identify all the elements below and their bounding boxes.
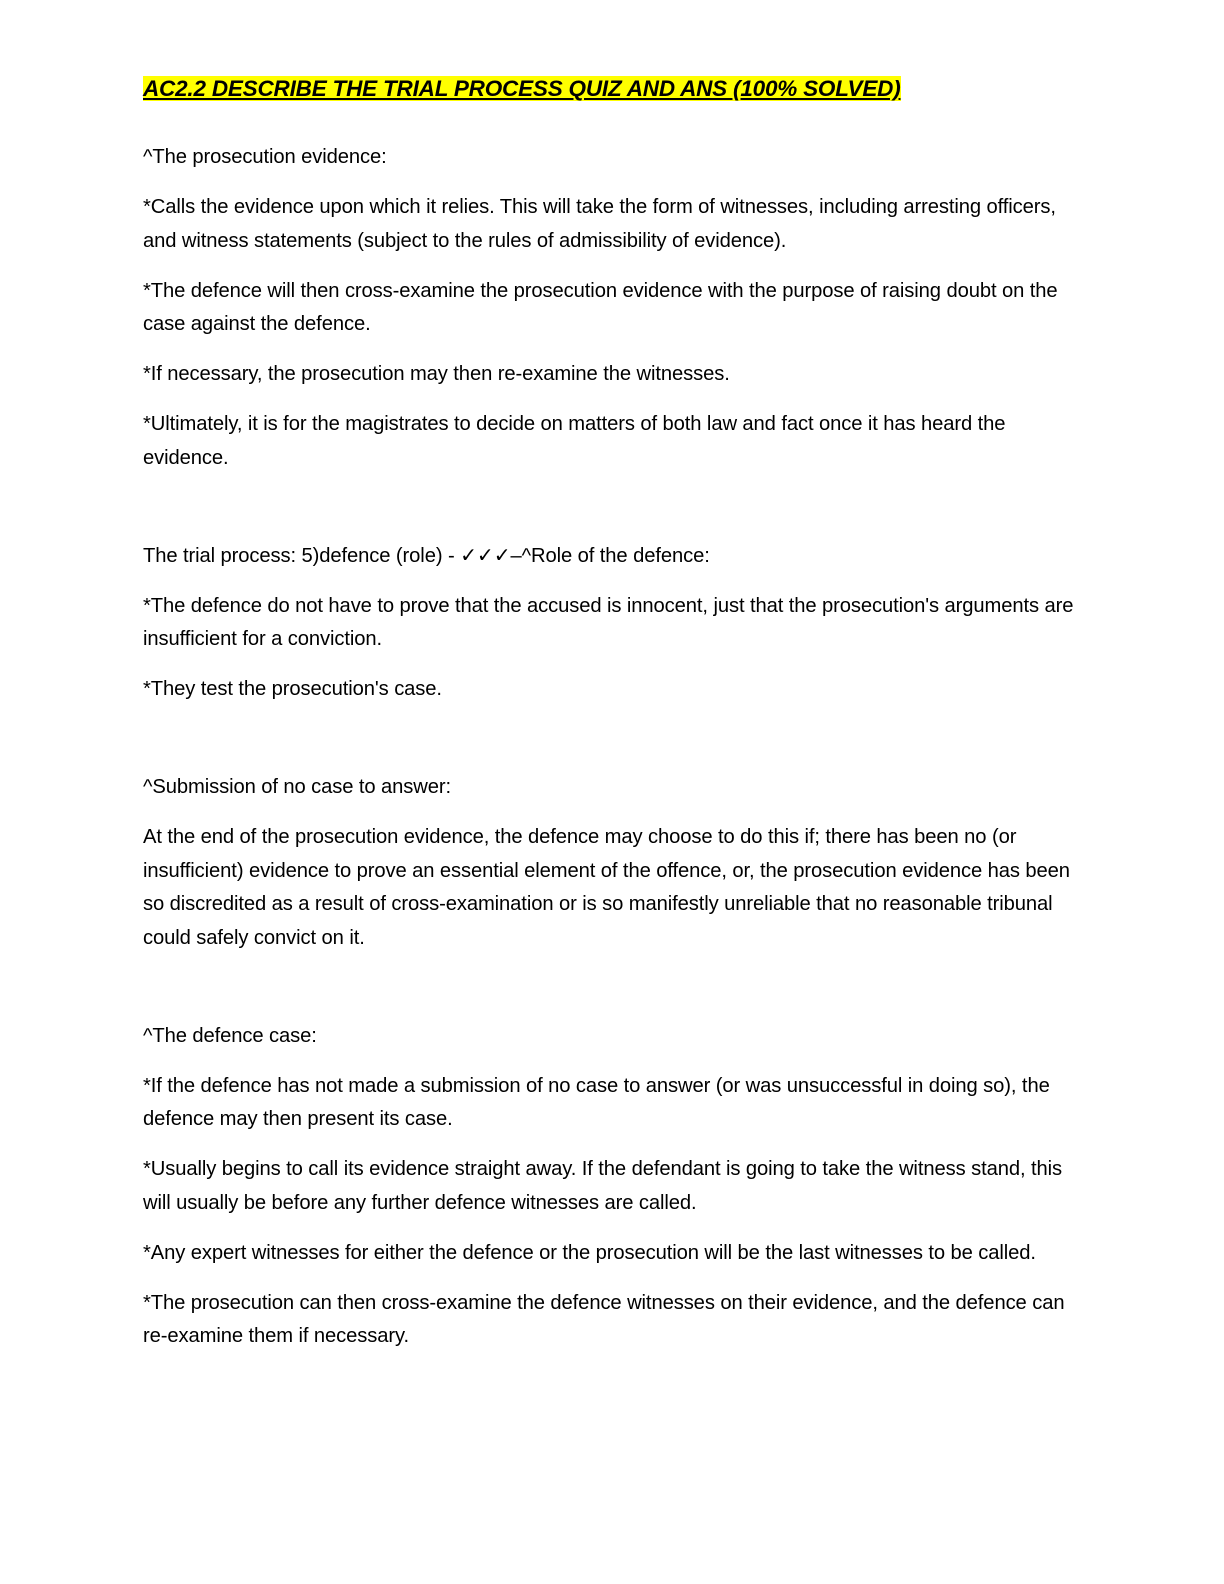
title-block: [143, 73, 1078, 108]
paragraph: *Any expert witnesses for either the defence or the prosecution will be the last witnesses to be called.: [143, 1241, 1036, 1264]
paragraph: *They test the prosecution's case.: [143, 678, 442, 700]
document-page: [143, 73, 1078, 1370]
paragraph: *Usually begins to call its evidence straight away. If the defendant is going to take the witness stand, this will usually be before any further defence witnesses are called.: [143, 1158, 1062, 1214]
paragraph: At the end of the prosecution evidence, the defence may choose to do this if; there has been no (or insufficient) evidence to prove an essential element of the offence, or, the prosecution evidence has been so discredited as a result of cross-examination or is so manifestly unreliable that no reasonable tribunal could safely convict on it.: [143, 826, 1070, 949]
section-heading: The trial process: 5)defence (role) - ✓✓✓–^Role of the defence:: [143, 544, 710, 567]
spacer: [143, 972, 1078, 1020]
paragraph: *The defence do not have to prove that the accused is innocent, just that the prosecution's arguments are insufficient for a conviction.: [143, 594, 1074, 650]
paragraph: *Calls the evidence upon which it relies. This will take the form of witnesses, including arresting officers, and witness statements (subject to the rules of admissibility of evidence).: [143, 196, 1056, 252]
paragraph: *If necessary, the prosecution may then re-examine the witnesses.: [143, 363, 730, 385]
paragraph: *If the defence has not made a submission of no case to answer (or was unsuccessful in doing so), the defence may then present its case.: [143, 1074, 1050, 1130]
spacer: [143, 723, 1078, 771]
section-heading: ^The prosecution evidence:: [143, 146, 387, 168]
section-no-case-to-answer: [143, 771, 1078, 955]
section-heading: ^The defence case:: [143, 1024, 317, 1047]
paragraph: *The prosecution can then cross-examine the defence witnesses on their evidence, and the defence can re-examine them if necessary.: [143, 1291, 1065, 1347]
section-prosecution-evidence: [143, 141, 1078, 475]
paragraph: *Ultimately, it is for the magistrates to decide on matters of both law and fact once it has heard the evidence.: [143, 413, 1006, 469]
paragraph: *The defence will then cross-examine the prosecution evidence with the purpose of raising doubt on the case against the defence.: [143, 279, 1058, 335]
section-heading: ^Submission of no case to answer:: [143, 776, 452, 798]
section-defence-case: [143, 1020, 1078, 1354]
section-role-of-defence: [143, 540, 1078, 707]
spacer: [143, 492, 1078, 540]
page-title: AC2.2 DESCRIBE THE TRIAL PROCESS QUIZ AND ANS (100% SOLVED): [143, 76, 901, 101]
